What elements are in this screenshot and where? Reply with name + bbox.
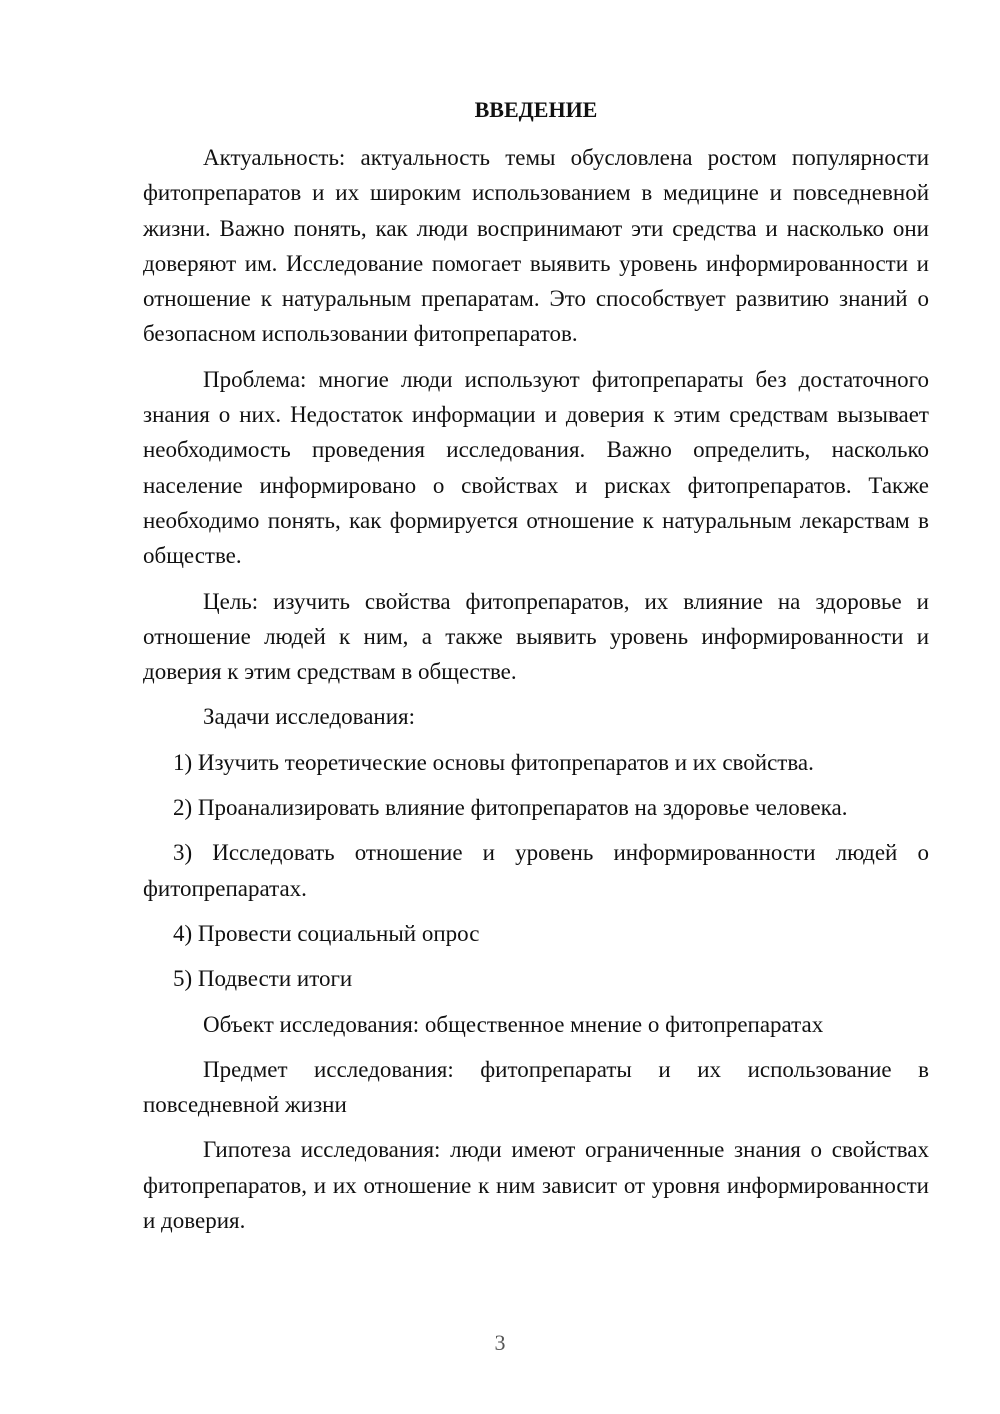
section-heading: ВВЕДЕНИЕ	[474, 97, 598, 122]
page-number: 3	[494, 1330, 506, 1355]
paragraph-relevance: Актуальность: актуальность темы обусловлена ростом популярности фитопрепаратов и их широким использованием в медицине и повседневной жизни. Важно понять, как люди воспринимают эти средства и насколько они доверяют им. Исследование помогает выявить уровень информированности и отношение к натуральным препаратам. Это способствует развитию знаний о безопасном использовании фитопрепаратов.	[143, 145, 929, 347]
paragraph-hypothesis: Гипотеза исследования: люди имеют ограниченные знания о свойствах фитопрепаратов, и их отношение к ним зависит от уровня информированности и доверия.	[143, 1137, 929, 1234]
tasks-title: Задачи исследования:	[203, 704, 416, 730]
task-item-1: 1) Изучить теоретические основы фитопрепаратов и их свойства.	[173, 749, 814, 775]
paragraph-object: Объект исследования: общественное мнение о фитопрепаратах	[203, 1011, 824, 1037]
task-item-2: 2) Проанализировать влияние фитопрепаратов на здоровье человека.	[173, 795, 848, 821]
page-content	[143, 92, 929, 1248]
task-item-5: 5) Подвести итоги	[173, 966, 353, 992]
paragraph-subject: Предмет исследования: фитопрепараты и их использование в повседневной жизни	[143, 1056, 929, 1118]
paragraph-goal: Цель: изучить свойства фитопрепаратов, их влияние на здоровье и отношение людей к ним, а также выявить уровень информированности и доверия к этим средствам в обществе.	[143, 588, 929, 685]
task-item-4: 4) Провести социальный опрос	[173, 920, 480, 946]
paragraph-problem: Проблема: многие люди используют фитопрепараты без достаточного знания о них. Недостаток информации и доверия к этим средствам вызывает необходимость проведения исследования. Важно определить, насколько население информировано о свойствах и рисках фитопрепаратов. Также необходимо понять, как формируется отношение к натуральным лекарствам в обществе.	[143, 366, 929, 569]
task-item-3: 3) Исследовать отношение и уровень информированности людей о фитопрепаратах.	[143, 840, 929, 901]
